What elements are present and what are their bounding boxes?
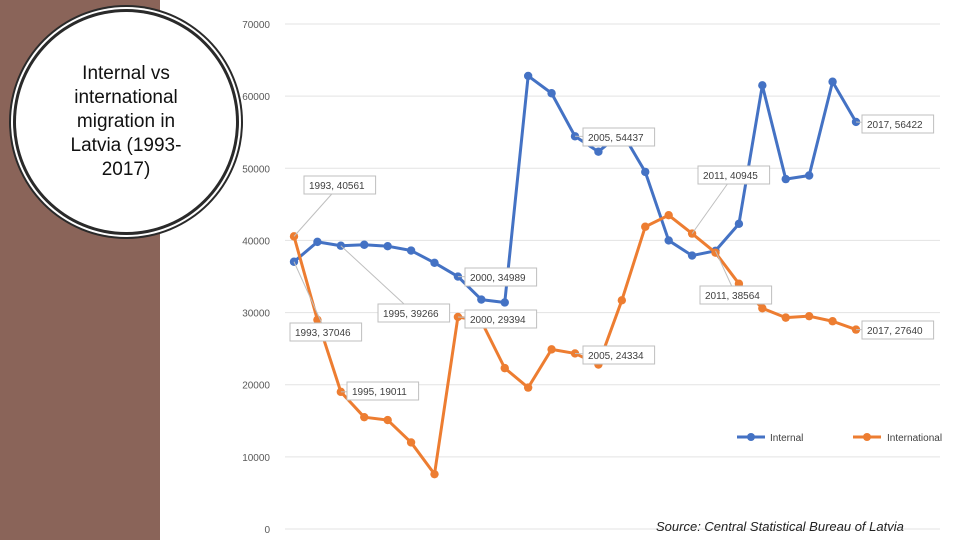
data-label: 2005, 24334 <box>588 351 644 362</box>
legend-label: Internal <box>770 433 804 444</box>
source-note: Source: Central Statistical Bureau of Latvia <box>656 519 904 534</box>
data-label-leader <box>341 246 414 313</box>
y-tick-label: 60000 <box>242 92 270 104</box>
legend-marker <box>747 433 755 441</box>
y-tick-label: 40000 <box>242 236 270 248</box>
data-label: 2000, 34989 <box>470 273 526 284</box>
legend-marker <box>863 433 871 441</box>
data-label: 2017, 27640 <box>867 326 923 337</box>
data-point-internal <box>594 147 602 155</box>
data-point-international <box>711 248 719 256</box>
y-tick-label: 50000 <box>242 164 270 176</box>
data-point-international <box>758 304 766 312</box>
data-point-internal <box>805 171 813 179</box>
data-label: 2011, 38564 <box>705 291 760 302</box>
data-point-international <box>501 364 509 372</box>
data-point-international <box>664 211 672 219</box>
data-point-international <box>547 345 555 353</box>
data-point-international <box>618 296 626 304</box>
data-point-internal <box>758 81 766 89</box>
data-point-internal <box>383 242 391 250</box>
slide-title: Internal vs international migration in Latvia (1993-2017) <box>70 63 182 180</box>
data-point-internal <box>735 220 743 228</box>
y-tick-label: 20000 <box>242 380 270 392</box>
data-label: 2011, 40945 <box>703 171 758 182</box>
y-tick-label: 70000 <box>242 20 270 31</box>
data-point-international <box>805 312 813 320</box>
data-label: 2005, 54437 <box>588 133 644 144</box>
data-point-international <box>782 313 790 321</box>
data-point-internal <box>524 72 532 80</box>
data-point-international <box>383 416 391 424</box>
data-label-leader <box>294 262 326 332</box>
data-label: 2000, 29394 <box>470 315 526 326</box>
data-point-international <box>430 470 438 478</box>
legend-label: International <box>887 433 943 444</box>
data-label: 1995, 39266 <box>383 309 439 320</box>
y-tick-label: 30000 <box>242 308 270 320</box>
data-point-internal <box>430 259 438 267</box>
data-point-internal <box>782 175 790 183</box>
y-tick-label: 10000 <box>242 452 270 464</box>
data-label: 2017, 56422 <box>867 120 923 131</box>
data-point-internal <box>547 89 555 97</box>
y-tick-label: 0 <box>264 525 270 536</box>
data-point-internal <box>688 251 696 259</box>
data-point-internal <box>828 78 836 86</box>
series-line-internal <box>294 76 856 303</box>
data-point-international <box>828 317 836 325</box>
data-point-international <box>407 438 415 446</box>
data-point-international <box>360 413 368 421</box>
data-point-international <box>524 383 532 391</box>
data-point-internal <box>313 238 321 246</box>
data-point-internal <box>664 236 672 244</box>
data-label: 1993, 37046 <box>295 328 351 339</box>
data-point-internal <box>641 168 649 176</box>
data-point-internal <box>407 246 415 254</box>
data-point-internal <box>477 295 485 303</box>
data-point-internal <box>501 298 509 306</box>
data-point-internal <box>360 241 368 249</box>
data-point-international <box>641 223 649 231</box>
data-label: 1995, 19011 <box>352 387 407 398</box>
data-label: 1993, 40561 <box>309 181 365 192</box>
